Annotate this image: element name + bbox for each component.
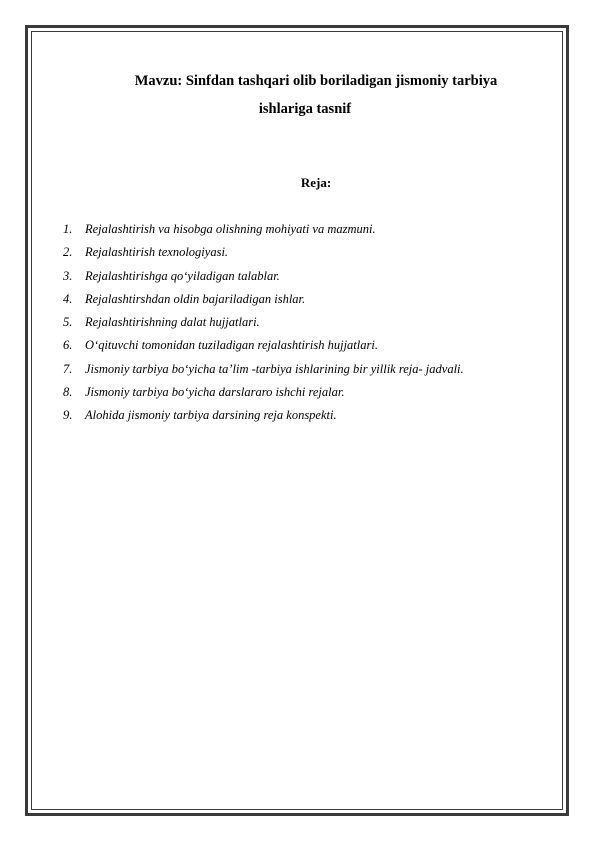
plan-item-number: 2. (63, 245, 73, 260)
document-title-line-2: ishlariga tasnif (258, 101, 352, 117)
plan-item-text: Rejalashtirish texnologiyasi. (85, 245, 229, 260)
plan-item-number: 5. (63, 315, 73, 330)
plan-item-8 (63, 384, 464, 407)
plan-list (63, 221, 464, 431)
plan-item-number: 8. (63, 385, 73, 400)
plan-item-number: 3. (63, 268, 73, 283)
plan-item-9 (63, 407, 464, 430)
plan-item-number: 1. (63, 222, 73, 236)
plan-item-number: 4. (63, 291, 73, 306)
plan-item-3 (63, 268, 464, 291)
plan-item-1 (63, 221, 464, 244)
document-title-line-1: Mavzu: Sinfdan tashqari olib boriladigan jismoniy tarbiya (134, 73, 498, 89)
plan-item-text: Jismoniy tarbiya bo‘yicha ta’lim -tarbiya ishlarining bir yillik reja- jadvali. (85, 361, 464, 376)
plan-item-text: Rejalashtirshdan oldin bajariladigan ishlar. (85, 291, 306, 306)
plan-item-2 (63, 244, 464, 267)
plan-item-text: Rejalashtirishga qo‘yiladigan talablar. (85, 268, 280, 283)
plan-item-7 (63, 361, 464, 384)
plan-heading: Reja: (300, 175, 332, 190)
plan-item-number: 7. (63, 361, 73, 376)
plan-item-text: O‘qituvchi tomonidan tuziladigan rejalashtirish hujjatlari. (85, 338, 378, 353)
plan-item-text: Alohida jismoniy tarbiya darsining reja konspekti. (85, 408, 337, 423)
plan-item-text: Rejalashtirishning dalat hujjatlari. (85, 315, 260, 330)
plan-item-5 (63, 314, 464, 337)
plan-item-6 (63, 337, 464, 360)
plan-item-text: Jismoniy tarbiya bo‘yicha darslararo ishchi rejalar. (85, 385, 345, 400)
plan-item-number: 9. (63, 408, 73, 423)
plan-item-text: Rejalashtirish va hisobga olishning mohiyati va mazmuni. (85, 222, 376, 236)
plan-item-number: 6. (63, 338, 73, 353)
plan-item-4 (63, 291, 464, 314)
